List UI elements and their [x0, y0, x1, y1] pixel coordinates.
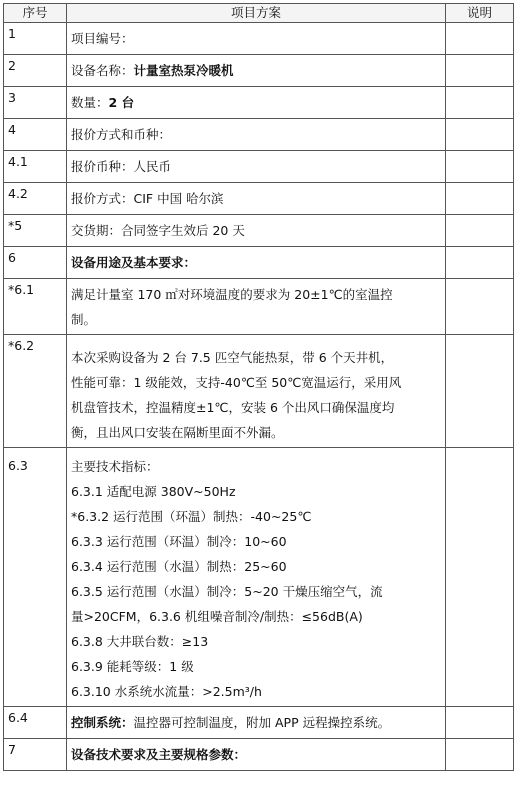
- table-row: [4, 739, 514, 771]
- row-value: 2 台: [108, 95, 135, 110]
- table-row: [4, 87, 514, 119]
- text-line: 6.3.8 大井联台数：≥13: [71, 634, 209, 649]
- text-line: 制。: [71, 312, 97, 327]
- row-text: [67, 707, 446, 739]
- row-num: *6.1: [4, 279, 67, 335]
- row-note: [446, 279, 514, 335]
- row-num: 1: [4, 23, 67, 55]
- row-num: 6.4: [4, 707, 67, 739]
- text-line: 满足计量室 170 ㎡对环境温度的要求为 20±1℃的室温控: [71, 287, 393, 302]
- spec-table: [3, 3, 514, 771]
- row-label: 设备名称：: [71, 63, 134, 78]
- text-line: 6.3.4 运行范围（水温）制热：25~60: [71, 559, 287, 574]
- header-row: [4, 4, 514, 23]
- header-plan: 项目方案: [67, 4, 446, 23]
- header-note: 说明: [446, 4, 514, 23]
- row-text: [67, 87, 446, 119]
- row-note: [446, 215, 514, 247]
- text-line: 6.3.9 能耗等级：1 级: [71, 659, 194, 674]
- row-text: 项目编号：: [67, 23, 446, 55]
- table-row: [4, 707, 514, 739]
- row-note: [446, 739, 514, 771]
- row-text: [67, 279, 446, 335]
- row-num: 3: [4, 87, 67, 119]
- row-text: 设备用途及基本要求：: [67, 247, 446, 279]
- row-text: 报价币种：人民币: [67, 151, 446, 183]
- row-note: [446, 247, 514, 279]
- text-line: 6.3.5 运行范围（水温）制冷：5~20 干燥压缩空气，流: [71, 584, 383, 599]
- table-row: [4, 119, 514, 151]
- table-row: [4, 247, 514, 279]
- text-line: 衡，且出风口安装在隔断里面不外漏。: [71, 425, 284, 440]
- table-row: [4, 448, 514, 707]
- row-num: *5: [4, 215, 67, 247]
- row-text: 设备技术要求及主要规格参数：: [67, 739, 446, 771]
- row-text: 报价方式：CIF 中国 哈尔滨: [67, 183, 446, 215]
- row-num: 2: [4, 55, 67, 87]
- row-note: [446, 23, 514, 55]
- row-text: [67, 448, 446, 707]
- row-note: [446, 55, 514, 87]
- row-note: [446, 151, 514, 183]
- table-row: [4, 23, 514, 55]
- text-line: 6.3.1 适配电源 380V~50Hz: [71, 484, 236, 499]
- row-text: [67, 335, 446, 448]
- row-label: 控制系统：: [71, 715, 134, 730]
- row-num: *6.2: [4, 335, 67, 448]
- row-num: 4: [4, 119, 67, 151]
- row-label: 数量：: [71, 95, 109, 110]
- row-num: 4.1: [4, 151, 67, 183]
- table-row: [4, 151, 514, 183]
- text-line: *6.3.2 运行范围（环温）制热：-40~25℃: [71, 509, 312, 524]
- row-text: 交货期：合同签字生效后 20 天: [67, 215, 446, 247]
- text-line: 量>20CFM，6.3.6 机组噪音制冷/制热：≤56dB(A): [71, 609, 363, 624]
- row-note: [446, 183, 514, 215]
- text-line: 机盘管技术，控温精度±1℃，安装 6 个出风口确保温度均: [71, 400, 395, 415]
- row-note: [446, 335, 514, 448]
- row-text: 报价方式和币种：: [67, 119, 446, 151]
- row-num: 4.2: [4, 183, 67, 215]
- row-num: 6: [4, 247, 67, 279]
- text-line: 主要技术指标：: [71, 459, 159, 474]
- row-num: 7: [4, 739, 67, 771]
- row-note: [446, 448, 514, 707]
- text-line: 性能可靠：1 级能效，支持-40℃至 50℃宽温运行，采用风: [71, 375, 402, 390]
- table-row: [4, 183, 514, 215]
- header-num: 序号: [4, 4, 67, 23]
- row-text: [67, 55, 446, 87]
- row-value: 温控器可控制温度，附加 APP 远程操控系统。: [133, 715, 391, 730]
- row-note: [446, 87, 514, 119]
- row-value: 计量室热泵冷暖机: [133, 63, 234, 78]
- row-note: [446, 119, 514, 151]
- table-row: [4, 279, 514, 335]
- text-line: 6.3.10 水系统水流量：>2.5m³/h: [71, 684, 262, 699]
- table-row: [4, 335, 514, 448]
- text-line: 本次采购设备为 2 台 7.5 匹空气能热泵，带 6 个天井机，: [71, 350, 394, 365]
- text-line: 6.3.3 运行范围（环温）制冷：10~60: [71, 534, 287, 549]
- row-note: [446, 707, 514, 739]
- table-row: [4, 215, 514, 247]
- row-num: 6.3: [4, 448, 67, 707]
- table-row: [4, 55, 514, 87]
